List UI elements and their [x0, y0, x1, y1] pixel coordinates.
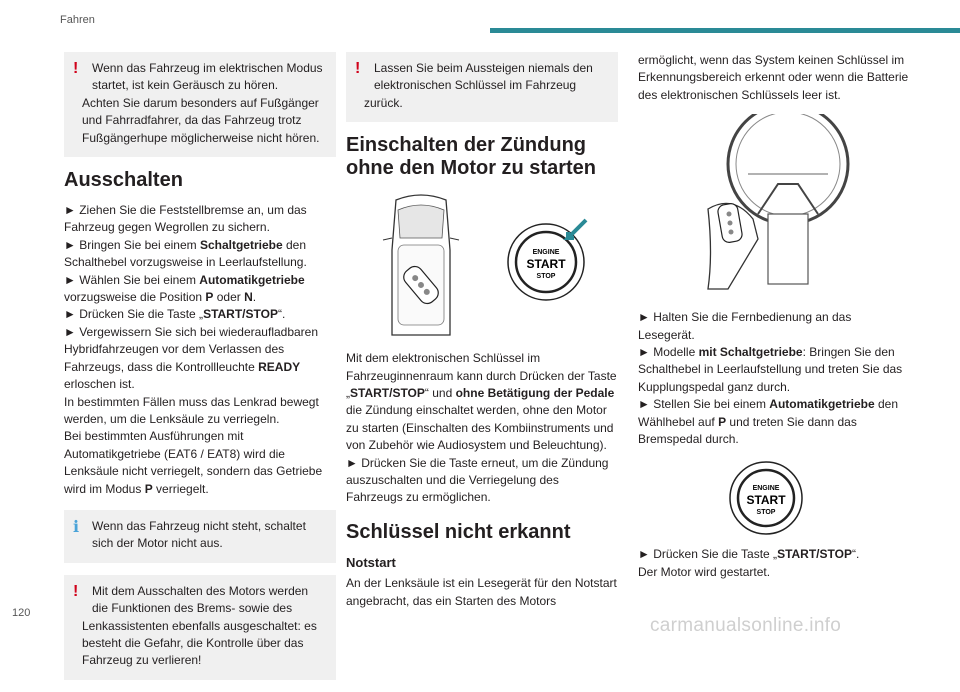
- step-press-again: ► Drücken Sie die Taste erneut, um die Zündung auszuschalten und die Verriegelung des Fahrzeugs zu ermöglichen.: [346, 455, 618, 507]
- section-heading-ignition: Einschalten der Zündung ohne den Motor zu starten: [346, 134, 596, 180]
- paragraph-eat-lock: Bei bestimmten Ausführungen mit Automatikgetriebe (EAT6 / EAT8) wird die Lenksäule nicht verriegelt, sondern das Getriebe wird im Modus P verriegelt.: [64, 429, 323, 496]
- warning-icon: !: [73, 582, 79, 600]
- svg-text:START: START: [526, 257, 566, 272]
- car-key-illustration: [346, 190, 618, 340]
- hand-holding-key-icon: [708, 203, 758, 289]
- step-parking-brake: ► Ziehen Sie die Feststellbremse an, um das Fahrzeug gegen Wegrollen zu sichern.: [64, 202, 336, 237]
- warning-text-first: Mit dem Ausschalten des Motors werden die Funktionen des Brems- sowie des: [92, 583, 309, 616]
- paragraph-emergency-reader: An der Lenksäule ist ein Lesegerät für den Notstart angebracht, das ein Starten des Motors: [346, 576, 617, 608]
- warning-text-first: Wenn das Fahrzeug im elektrischen Modus startet, ist kein Geräusch zu hören.: [92, 61, 323, 93]
- warning-text-rest: zurück.: [364, 95, 403, 110]
- paragraph-steering-lock: In bestimmten Fällen muss das Lenkrad bewegt werden, um die Lenksäule zu verriegeln.: [64, 394, 319, 426]
- subheading-notstart: Notstart: [346, 554, 396, 570]
- section-heading-ausschalten: Ausschalten: [64, 169, 183, 192]
- info-box-engine-not-off: [64, 510, 336, 563]
- step-hold-remote: ► Halten Sie die Fernbedienung an das Lesegerät.: [638, 309, 910, 344]
- step-manual-gearbox: ► Bringen Sie bei einem Schaltgetriebe den Schalthebel vorzugsweise in Leerlaufstellung.: [64, 237, 336, 272]
- section-heading-key-not-detected: Schlüssel nicht erkannt: [346, 520, 571, 543]
- column-middle: [346, 52, 618, 610]
- warning-text-rest: Lenkassistenten ebenfalls ausgeschaltet: es besteht die Gefahr, die Kontrolle über das Fahrzeug zu verlieren!: [82, 618, 317, 668]
- svg-text:STOP: STOP: [756, 509, 776, 517]
- header-accent-bar: [490, 28, 960, 33]
- page-number: 120: [12, 607, 31, 619]
- paragraph-engine-started: Der Motor wird gestartet.: [638, 564, 771, 579]
- step-press-start-stop: ► Drücken Sie die Taste „START/STOP“.: [638, 546, 910, 563]
- figure-steering-wheel-key: [638, 114, 910, 299]
- svg-text:ENGINE: ENGINE: [752, 485, 780, 493]
- warning-box-silent-start: [64, 52, 336, 157]
- warning-box-assist-off: [64, 575, 336, 680]
- warning-box-key-inside: [346, 52, 618, 122]
- watermark: carmanualsonline.info: [650, 615, 842, 636]
- warning-text-first: Lassen Sie beim Aussteigen niemals den elektronischen Schlüssel im Fahrzeug: [374, 61, 593, 93]
- column-left: [64, 52, 336, 692]
- info-icon: ℹ: [73, 516, 80, 536]
- step-automatic-gearbox: ► Wählen Sie bei einem Automatikgetriebe vorzugsweise die Position P oder N.: [64, 272, 336, 307]
- start-stop-button-icon: [730, 462, 802, 534]
- svg-text:STOP: STOP: [536, 273, 556, 281]
- chapter-title: Fahren: [60, 14, 95, 26]
- start-stop-button-icon: [508, 220, 586, 300]
- column-right: [638, 52, 910, 581]
- svg-text:START: START: [746, 493, 786, 508]
- paragraph-reader-continued: ermöglicht, wenn das System keinen Schlüssel im Erkennungsbereich erkennt oder wenn die Batterie des elektronischen Schlüssels leer ist.: [638, 53, 909, 102]
- warning-text-rest: Achten Sie darum besonders auf Fußgänger und Fahrradfahrer, da das Fahrzeug trotz Fußgängerhupe möglicherweise nicht hören.: [82, 95, 320, 145]
- car-top-view-icon: [383, 195, 459, 335]
- info-text: Wenn das Fahrzeug nicht steht, schaltet sich der Motor nicht aus.: [92, 518, 306, 551]
- warning-icon: !: [355, 60, 361, 77]
- start-stop-button-illustration: [638, 458, 910, 538]
- warning-icon: !: [73, 60, 79, 77]
- paragraph-ignition-without-engine: Mit dem elektronischen Schlüssel im Fahrzeuginnenraum kann durch Drücken der Taste „START/STOP“ und ohne Betätigung der Pedale die Zündung einschaltet werden, ohne den Motor zu starten (Einschalten des Kombiinstruments und von Zubehör wie Audiosystem und Beleuchtung).: [346, 351, 617, 453]
- figure-start-stop-button: [638, 458, 910, 538]
- step-manual-clutch: ► Modelle mit Schaltgetriebe: Bringen Sie den Schalthebel in Leerlaufstellung und treten Sie das Kupplungspedal ganz durch.: [638, 344, 910, 396]
- svg-text:ENGINE: ENGINE: [532, 249, 560, 257]
- steering-wheel-illustration: [638, 114, 910, 299]
- step-automatic-brake: ► Stellen Sie bei einem Automatikgetriebe den Wählhebel auf P und treten Sie dann das Bremspedal durch.: [638, 396, 910, 448]
- step-press-start-stop: ► Drücken Sie die Taste „START/STOP“.: [64, 306, 336, 323]
- step-ready-light: ► Vergewissern Sie sich bei wiederaufladbaren Hybridfahrzeugen vor dem Verlassen des Fahrzeugs, dass die Kontrollleuchte READY erloschen ist.: [64, 324, 336, 394]
- figure-car-key-button: [346, 190, 618, 340]
